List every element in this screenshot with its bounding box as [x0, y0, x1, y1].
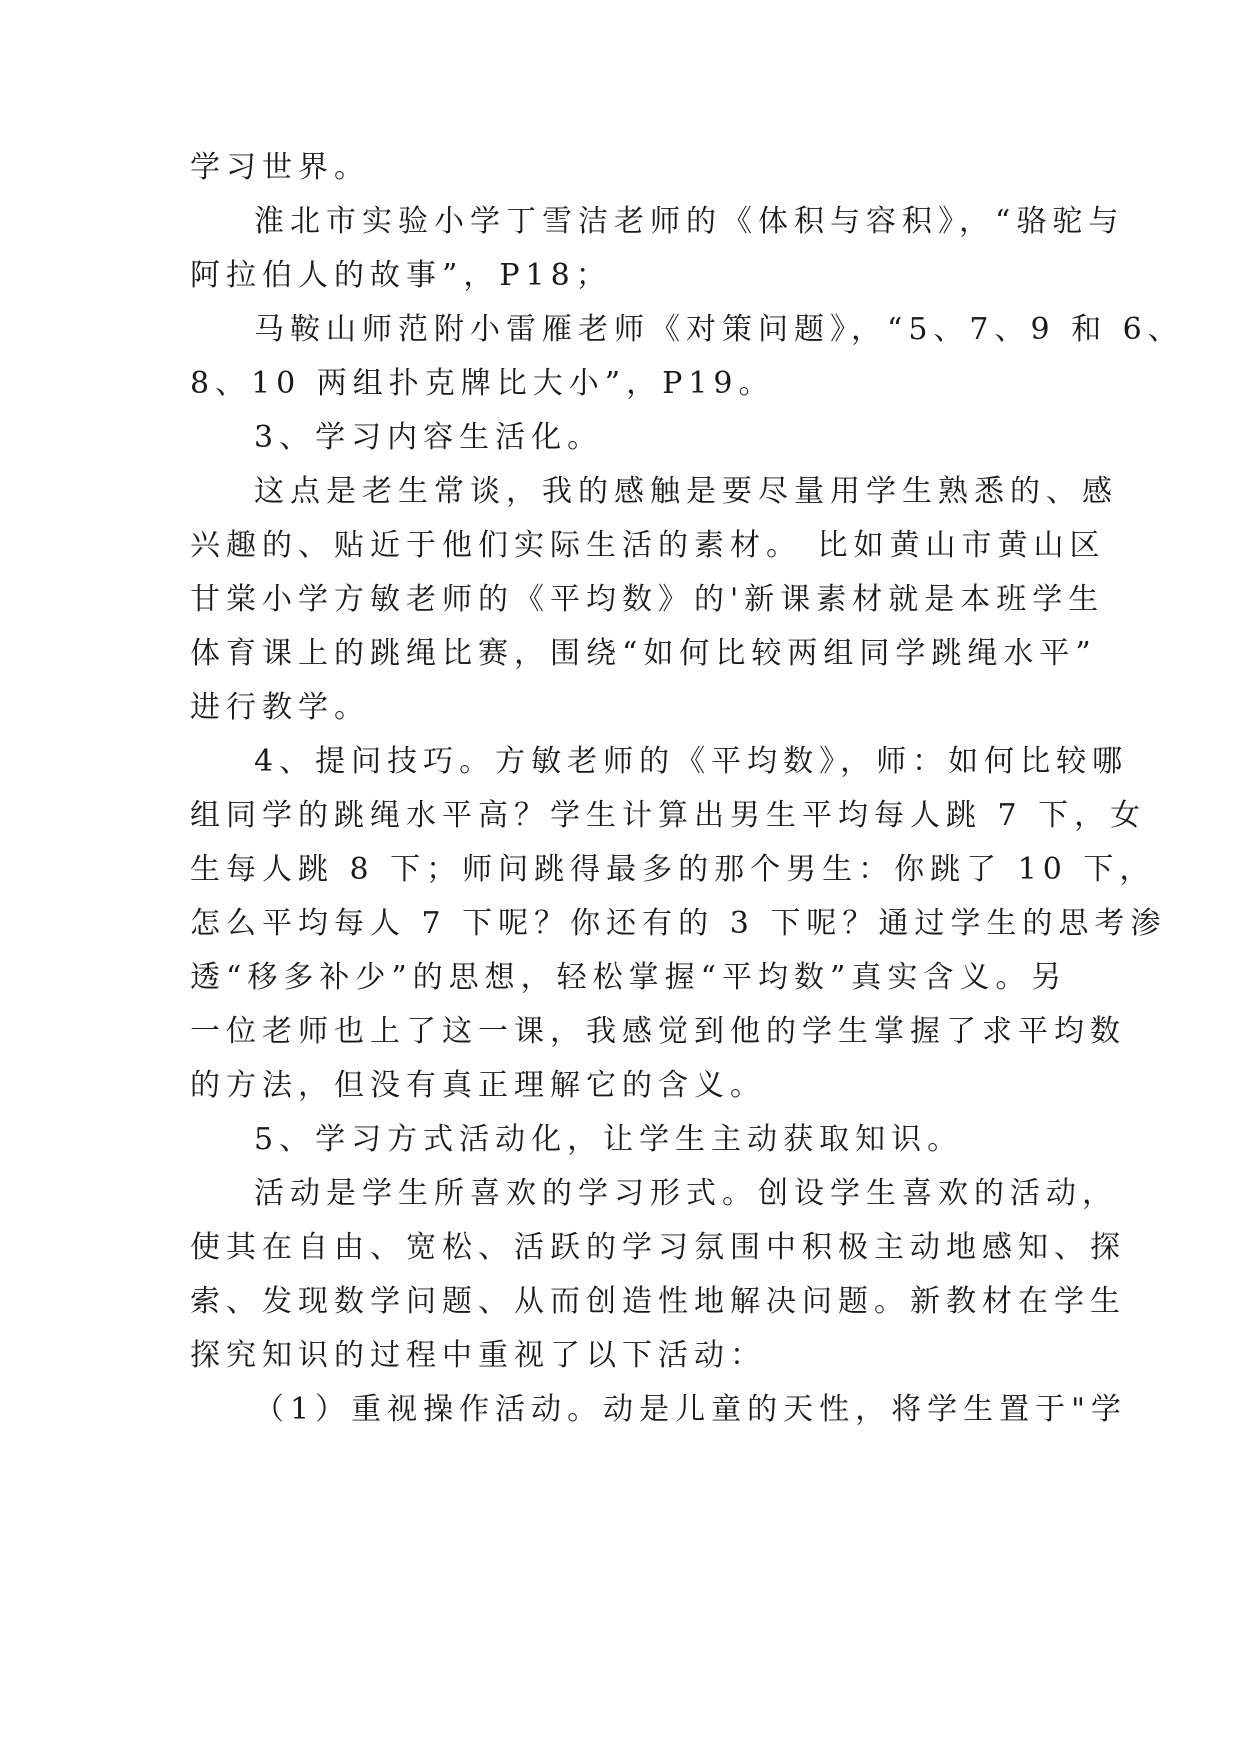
section-heading: 5、学习方式活动化，让学生主动获取知识。 [254, 1122, 964, 1157]
text-line: 生每人跳 8 下；师问跳得最多的那个男生：你跳了 10 下， [190, 852, 1156, 887]
text-line: 体育课上的跳绳比赛，围绕“如何比较两组同学跳绳水平” [190, 636, 1097, 671]
text-line: 兴趣的、贴近于他们实际生活的素材。 比如黄山市黄山区 [190, 528, 1106, 563]
section-heading: 4、提问技巧。方敏老师的《平均数》，师：如何比较哪 [254, 744, 1129, 779]
text-line: 甘棠小学方敏老师的《平均数》的'新课素材就是本班学生 [190, 582, 1105, 617]
text-line: 淮北市实验小学丁雪洁老师的《体积与容积》，“骆驼与 [254, 204, 1125, 239]
text-line: 这点是老生常谈，我的感触是要尽量用学生熟悉的、感 [254, 474, 1118, 509]
section-heading: 3、学习内容生活化。 [254, 420, 604, 455]
text-line: 透“移多补少”的思想，轻松掌握“平均数”真实含义。另 [190, 960, 1068, 995]
text-line: 探究知识的过程中重视了以下活动： [190, 1338, 766, 1373]
text-line: 阿拉伯人的故事”，P18； [190, 258, 612, 293]
text-line: 进行教学。 [190, 690, 370, 725]
text-line: 怎么平均每人 7 下呢？你还有的 3 下呢？通过学生的思考渗 [190, 906, 1167, 941]
text-line: 的方法，但没有真正理解它的含义。 [190, 1068, 766, 1103]
text-line: 学习世界。 [190, 150, 370, 185]
text-line: （1）重视操作活动。动是儿童的天性，将学生置于"学 [254, 1392, 1127, 1427]
text-line: 使其在自由、宽松、活跃的学习氛围中积极主动地感知、探 [190, 1230, 1126, 1265]
text-line: 索、发现数学问题、从而创造性地解决问题。新教材在学生 [190, 1284, 1126, 1319]
text-line: 一位老师也上了这一课，我感觉到他的学生掌握了求平均数 [190, 1014, 1126, 1049]
text-line: 活动是学生所喜欢的学习形式。创设学生喜欢的活动， [254, 1176, 1118, 1211]
text-line: 组同学的跳绳水平高？学生计算出男生平均每人跳 7 下，女 [190, 798, 1147, 833]
text-line: 8、10 两组扑克牌比大小”，P19。 [190, 366, 775, 401]
text-line: 马鞍山师范附小雷雁老师《对策问题》，“5、7、9 和 6、 [254, 312, 1184, 347]
